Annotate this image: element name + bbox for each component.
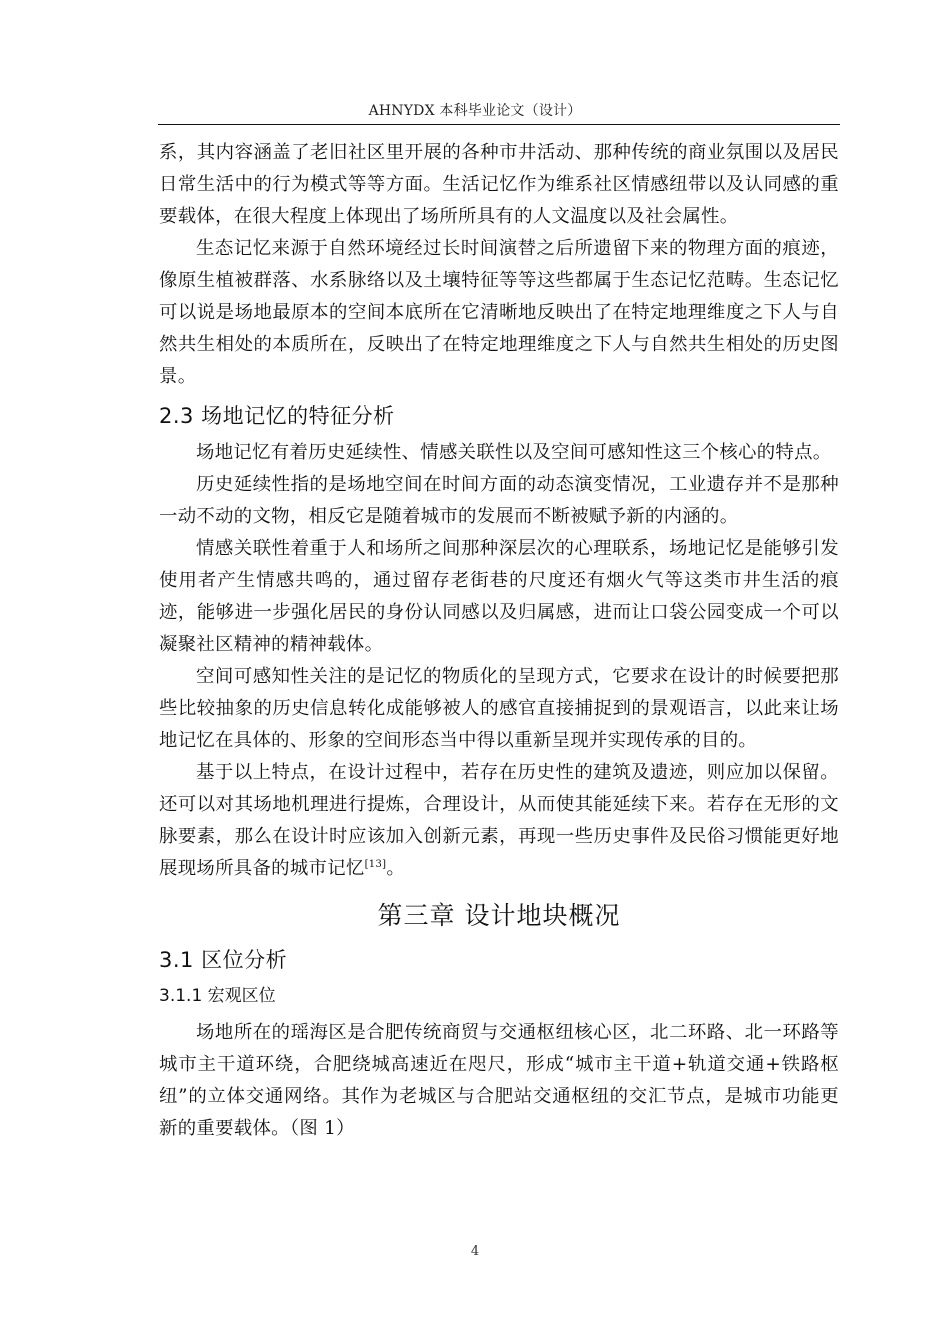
chapter-heading-3: 第三章 设计地块概况	[377, 901, 621, 930]
paragraph-macro-location: 场地所在的瑶海区是合肥传统商贸与交通枢纽核心区，北二环路、北一环路等城市主干道环绕，合肥绕城高速近在咫尺，形成“城市主干道+轨道交通+铁路枢纽”的立体交通网络。其作为老城区与合肥站交通枢纽的交汇节点，是城市功能更新的重要载体。（图 1）	[159, 1022, 839, 1139]
header-divider	[158, 124, 840, 125]
paragraph-historical-continuity: 历史延续性指的是场地空间在时间方面的动态演变情况，工业遗存并不是那种一动不动的文物，相反它是随着城市的发展而不断被赋予新的内涵的。	[159, 474, 839, 527]
paragraph-emotional-association: 情感关联性着重于人和场所之间那种深层次的心理联系，场地记忆是能够引发使用者产生情感共鸣的，通过留存老街巷的尺度还有烟火气等这类市井生活的痕迹，能够进一步强化居民的身份认同感以及归属感，进而让口袋公园变成一个可以凝聚社区精神的精神载体。	[159, 538, 839, 655]
paragraph-end-mark: 。	[386, 858, 406, 879]
paragraph-design-approach-text: 基于以上特点，在设计过程中，若存在历史性的建筑及遗迹，则应加以保留。还可以对其场地机理进行提炼，合理设计，从而使其能延续下来。若存在无形的文脉要素，那么在设计时应该加入创新元素，再现一些历史事件及民俗习惯能更好地展现场所具备的城市记忆	[159, 762, 839, 879]
paragraph-spatial-perceptibility: 空间可感知性关注的是记忆的物质化的呈现方式，它要求在设计的时候要把那些比较抽象的历史信息转化成能够被人的感官直接捕捉到的景观语言，以此来让场地记忆在具体的、形象的空间形态当中得以重新呈现并实现传承的目的。	[159, 666, 839, 751]
page-header: AHNYDX 本科毕业论文（设计）	[368, 103, 582, 119]
section-heading-2-3: 2.3 场地记忆的特征分析	[159, 404, 395, 428]
paragraph-continuation: 系，其内容涵盖了老旧社区里开展的各种市井活动、那种传统的商业氛围以及居民日常生活中的行为模式等等方面。生活记忆作为维系社区情感纽带以及认同感的重要载体，在很大程度上体现出了场所所具有的人文温度以及社会属性。	[159, 142, 839, 227]
page-body	[159, 137, 839, 1145]
citation-reference: [13]	[364, 858, 387, 870]
paragraph-core-features: 场地记忆有着历史延续性、情感关联性以及空间可感知性这三个核心的特点。	[196, 442, 832, 463]
page-number: 4	[470, 1244, 480, 1259]
section-heading-3-1: 3.1 区位分析	[159, 948, 288, 972]
paragraph-design-approach	[159, 757, 839, 885]
paragraph-ecological-memory: 生态记忆来源于自然环境经过长时间演替之后所遗留下来的物理方面的痕迹，像原生植被群落、水系脉络以及土壤特征等等这些都属于生态记忆范畴。生态记忆可以说是场地最原本的空间本底所在它清晰地反映出了在特定地理维度之下人与自然共生相处的本质所在，反映出了在特定地理维度之下人与自然共生相处的历史图景。	[159, 238, 839, 387]
subsection-heading-3-1-1: 3.1.1 宏观区位	[159, 986, 276, 1006]
